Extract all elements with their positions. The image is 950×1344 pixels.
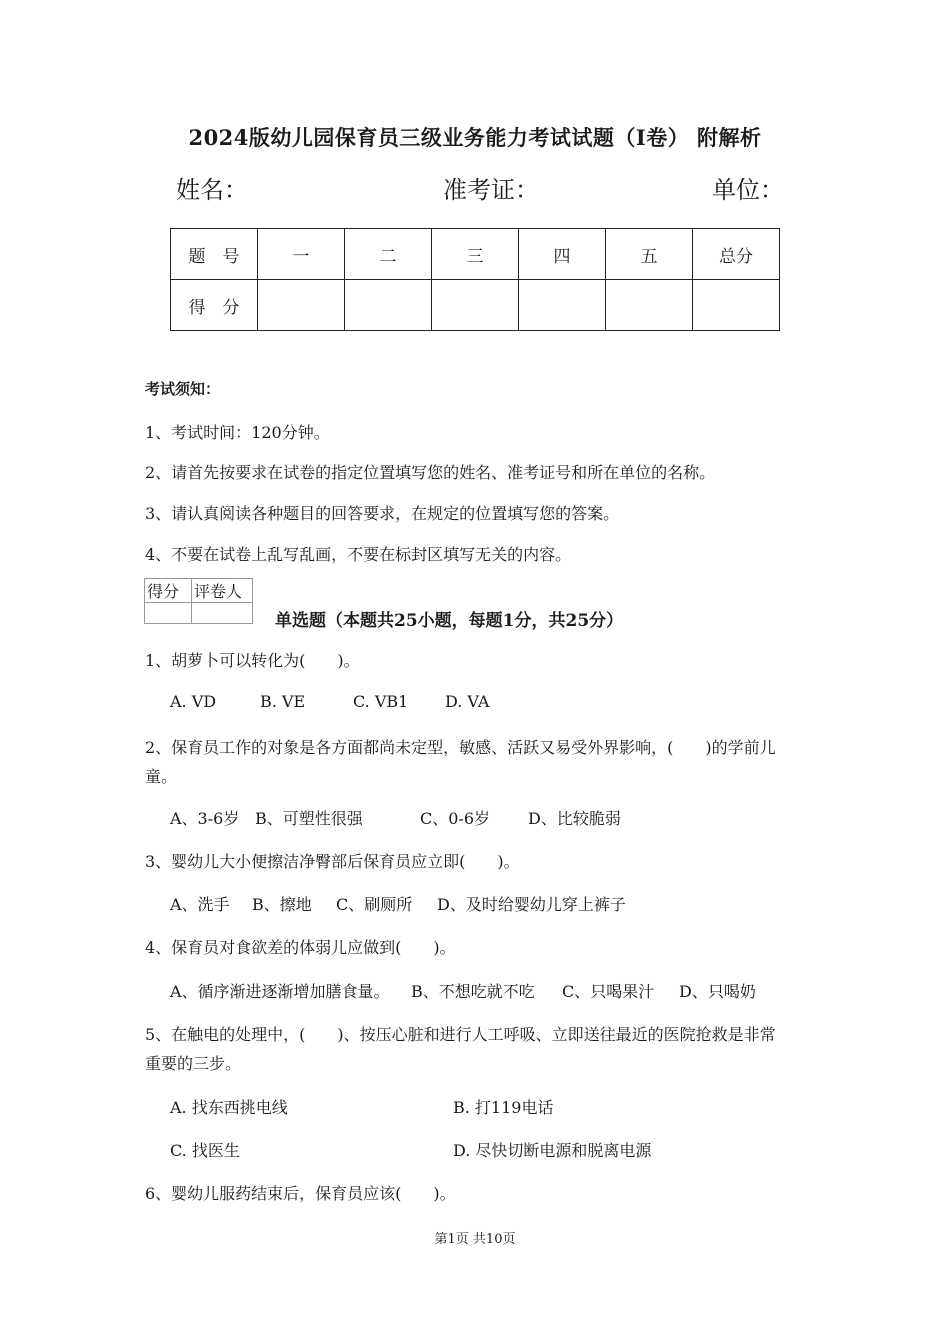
score-input-cell[interactable] [345, 280, 432, 331]
answer-option[interactable]: D、比较脆弱 [528, 809, 621, 828]
question-stem-continued: 童。 [145, 767, 178, 786]
question-stem: 4、保育员对食欲差的体弱儿应做到( )。 [145, 938, 456, 957]
answer-option[interactable]: A. 找东西挑电线 [170, 1098, 288, 1117]
score-row-label: 得 分 [171, 280, 258, 331]
answer-option[interactable]: C. 找医生 [170, 1141, 240, 1160]
notice-item: 1、考试时间：120分钟。 [145, 423, 330, 442]
score-input-cell[interactable] [693, 280, 780, 331]
answer-option[interactable]: A、洗手 [170, 895, 230, 914]
score-header-cell: 四 [519, 229, 606, 280]
answer-option[interactable]: D、及时给婴幼儿穿上裤子 [437, 895, 626, 914]
answer-option[interactable]: A、3-6岁 [170, 809, 240, 828]
grader-box [144, 578, 253, 624]
score-header-cell: 一 [258, 229, 345, 280]
notice-item: 4、不要在试卷上乱写乱画，不要在标封区填写无关的内容。 [145, 545, 572, 564]
answer-option[interactable]: B、擦地 [252, 895, 312, 914]
answer-option[interactable]: D. VA [445, 692, 490, 711]
grader-name-cell[interactable] [192, 603, 253, 624]
answer-option[interactable]: B、不想吃就不吃 [411, 982, 535, 1001]
score-input-cell[interactable] [432, 280, 519, 331]
answer-option[interactable]: D. 尽快切断电源和脱离电源 [453, 1141, 652, 1160]
answer-option[interactable]: A、循序渐进逐渐增加膳食量。 [170, 982, 390, 1001]
question-stem: 1、胡萝卜可以转化为( )。 [145, 651, 360, 670]
question-stem: 3、婴幼儿大小便擦洁净臀部后保育员应立即( )。 [145, 852, 520, 871]
score-header-cell: 二 [345, 229, 432, 280]
score-input-cell[interactable] [606, 280, 693, 331]
answer-option[interactable]: C、只喝果汁 [562, 982, 655, 1001]
score-header-cell: 三 [432, 229, 519, 280]
answer-option[interactable]: B、可塑性很强 [255, 809, 363, 828]
question-stem: 6、婴幼儿服药结束后，保育员应该( )。 [145, 1184, 456, 1203]
score-table-score-row [171, 280, 780, 331]
answer-option[interactable]: C. VB1 [353, 692, 409, 711]
score-table-header-row [171, 229, 780, 280]
score-input-cell[interactable] [519, 280, 606, 331]
score-table [170, 228, 780, 331]
grader-name-label: 评卷人 [192, 579, 253, 603]
document-title: 2024版幼儿园保育员三级业务能力考试试题（I卷） 附解析 [188, 125, 762, 150]
exam-id-field-label: 准考证： [443, 176, 539, 204]
notice-heading: 考试须知： [145, 380, 221, 398]
answer-option[interactable]: D、只喝奶 [679, 982, 756, 1001]
name-field-label: 姓名： [176, 176, 248, 204]
answer-option[interactable]: C、0-6岁 [420, 809, 491, 828]
score-header-cell: 五 [606, 229, 693, 280]
question-stem: 2、保育员工作的对象是各方面都尚未定型，敏感、活跃又易受外界影响，( )的学前儿 [145, 738, 776, 757]
question-stem-continued: 重要的三步。 [145, 1054, 242, 1073]
answer-option[interactable]: B. 打119电话 [453, 1098, 554, 1117]
notice-item: 2、请首先按要求在试卷的指定位置填写您的姓名、准考证号和所在单位的名称。 [145, 463, 716, 482]
score-header-cell: 题 号 [171, 229, 258, 280]
score-header-cell: 总分 [693, 229, 780, 280]
unit-field-label: 单位： [712, 176, 784, 204]
grader-score-cell[interactable] [145, 603, 192, 624]
notice-item: 3、请认真阅读各种题目的回答要求，在规定的位置填写您的答案。 [145, 504, 620, 523]
answer-option[interactable]: B. VE [260, 692, 306, 711]
answer-option[interactable]: A. VD [170, 692, 217, 711]
answer-option[interactable]: C、刷厕所 [336, 895, 413, 914]
grader-score-label: 得分 [145, 579, 192, 603]
score-input-cell[interactable] [258, 280, 345, 331]
section-title: 单选题（本题共25小题，每题1分，共25分） [275, 611, 624, 631]
page-footer: 第1页 共10页 [434, 1232, 516, 1247]
question-stem: 5、在触电的处理中，( )、按压心脏和进行人工呼吸、立即送往最近的医院抢救是非常 [145, 1025, 776, 1044]
